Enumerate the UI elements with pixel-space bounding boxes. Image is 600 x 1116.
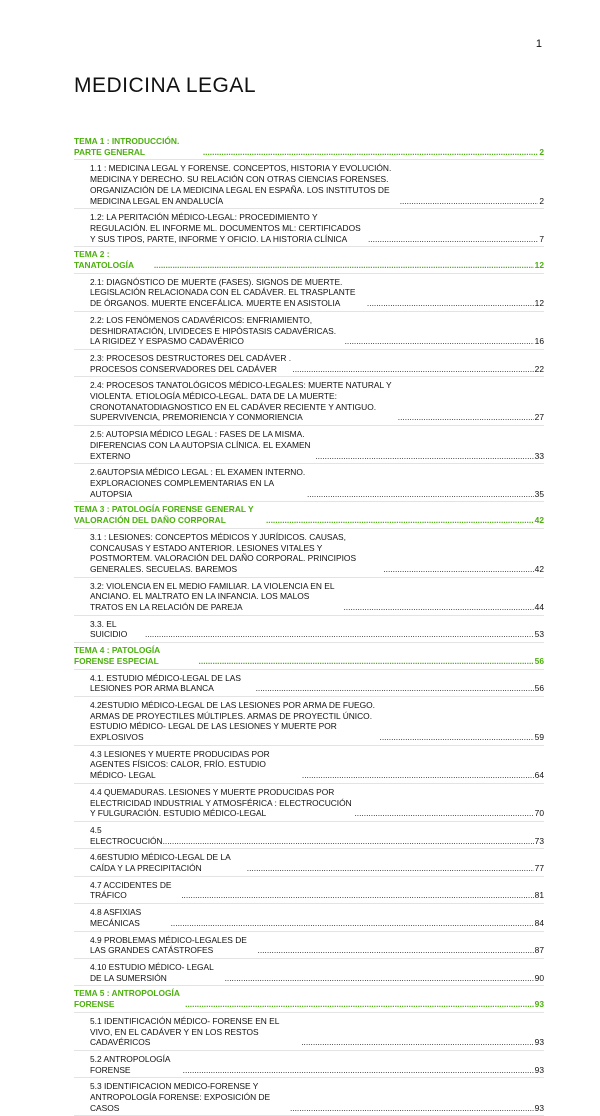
toc-page-number: 73 [534, 835, 544, 846]
toc-entry-text: TEMA 2 : TANATOLOGÍA [74, 249, 135, 271]
toc-entry-text: 5.1 IDENTIFICACIÓN MÉDICO- FORENSE EN EL VIVO, EN EL CADÁVER Y EN LOS RESTOS CADAVÉRICOS [90, 1015, 280, 1048]
toc-page-number: 77 [534, 863, 544, 874]
toc-leader-dots [368, 234, 538, 245]
toc-page-number: 12 [534, 260, 544, 271]
toc-page-number: 93 [534, 1064, 544, 1075]
toc-leader-dots [145, 629, 534, 640]
toc-page-number: 64 [534, 770, 544, 781]
toc-entry-text: TEMA 3 : PATOLOGÍA FORENSE GENERAL Y VALORACIÓN DEL DAÑO CORPORAL [74, 504, 254, 526]
toc-page-number: 35 [534, 488, 544, 499]
toc-entry-text: 2.3: PROCESOS DESTRUCTORES DEL CADÁVER . PROCESOS CONSERVADORES DEL CADÁVER [90, 352, 292, 374]
toc-leader-dots [292, 364, 533, 375]
toc-page-number: 84 [534, 917, 544, 928]
toc-entry-text: 3.1 : LESIONES: CONCEPTOS MÉDICOS Y JURÍDICOS. CAUSAS, CONCAUSAS Y ESTADO ANTERIOR. LESIONES VITALES Y POSTMORTEM. VALORACIÓN DEL DAÑO CORPORAL. PRINCIPIOS GENERALES. SECUELAS. BAREMOS [90, 531, 357, 574]
toc-entry-text: 2.4: PROCESOS TANATOLÓGICOS MÉDICO-LEGALES: MUERTE NATURAL Y VIOLENTA. ETIOLOGÍA MÉDICO-LEGAL. DATA DE LA MUERTE: CRONOTANATODIAGNOSTICO EN EL CADÁVER RECIENTE Y ANTIGUO. SUPERVIVENCIA, PREMORIENCIA Y CONMORIENCIA [90, 380, 392, 423]
toc-entry-text: 4.1. ESTUDIO MÉDICO-LEGAL DE LAS LESIONES POR ARMA BLANCA [90, 672, 241, 694]
toc-subtopic-entry[interactable] [74, 350, 544, 377]
toc-entry-text: 1.1 : MEDICINA LEGAL Y FORENSE. CONCEPTOS, HISTORIA Y EVOLUCIÓN. MEDICINA Y DERECHO. SU RELACIÓN CON OTRAS CIENCIAS FORENSES. ORGANIZACIÓN DE LA MEDICINA LEGAL EN ESPAÑA. LOS INSTITUTOS DE MEDICINA LEGAL EN ANDALUCÍA [90, 163, 392, 206]
toc-page-number: 93 [534, 1102, 544, 1113]
toc-subtopic-entry[interactable] [74, 849, 544, 876]
toc-leader-dots [315, 451, 533, 462]
toc-leader-dots [301, 1037, 533, 1048]
toc-subtopic-entry[interactable] [74, 959, 544, 986]
toc-subtopic-entry[interactable] [74, 529, 544, 578]
toc-leader-dots [247, 863, 534, 874]
toc-page-number: 12 [534, 298, 544, 309]
toc-page-number: 27 [534, 412, 544, 423]
page-number: 1 [535, 38, 542, 50]
toc-page-number: 7 [539, 233, 544, 244]
toc-leader-dots [367, 298, 534, 309]
toc-page-number: 70 [534, 808, 544, 819]
toc-leader-dots [258, 945, 534, 956]
toc-leader-dots [185, 999, 534, 1010]
toc-subtopic-entry[interactable] [74, 426, 544, 464]
toc-page-number: 59 [534, 732, 544, 743]
toc-page-number: 16 [534, 336, 544, 347]
document-title: MEDICINA LEGAL [74, 74, 257, 97]
toc-entry-text: 2.5: AUTOPSIA MÉDICO LEGAL : FASES DE LA MISMA. DIFERENCIAS CON LA AUTOPSIA CLÍNICA. EL EXAMEN EXTERNO [90, 429, 311, 461]
toc-leader-dots [266, 515, 534, 526]
table-of-contents [74, 134, 544, 1116]
toc-entry-text: 2.6AUTOPSIA MÉDICO LEGAL : EL EXAMEN INTERNO. EXPLORACIONES COMPLEMENTARIAS EN LA AUTOPSIA [90, 467, 306, 499]
toc-leader-dots [398, 412, 534, 423]
toc-leader-dots [256, 683, 534, 694]
toc-topic-entry[interactable] [74, 643, 544, 669]
toc-leader-dots [307, 489, 534, 500]
toc-entry-text: 3.3. EL SUICIDIO [90, 618, 128, 640]
toc-page-number: 87 [534, 945, 544, 956]
toc-subtopic-entry[interactable] [74, 746, 544, 784]
toc-page-number: 2 [539, 146, 544, 157]
toc-entry-text: 4.9 PROBLEMAS MÉDICO-LEGALES DE LAS GRANDES CATÁSTROFES [90, 934, 247, 956]
toc-entry-text: 4.5 ELECTROCUCIÓN [90, 824, 163, 846]
toc-topic-entry[interactable] [74, 986, 544, 1012]
toc-leader-dots [383, 564, 533, 575]
toc-entry-text: TEMA 4 : PATOLOGÍA FORENSE ESPECIAL [74, 645, 160, 666]
toc-subtopic-entry[interactable] [74, 877, 544, 904]
toc-leader-dots [345, 336, 534, 347]
toc-subtopic-entry[interactable] [74, 904, 544, 931]
toc-subtopic-entry[interactable] [74, 670, 544, 697]
toc-entry-text: 4.6ESTUDIO MÉDICO-LEGAL DE LA CAÍDA Y LA PRECIPITACIÓN [90, 852, 231, 874]
toc-leader-dots [343, 602, 533, 613]
toc-subtopic-entry[interactable] [74, 377, 544, 426]
toc-leader-dots [154, 260, 534, 271]
toc-subtopic-entry[interactable] [74, 784, 544, 822]
toc-entry-text: 4.8 ASFIXIAS MECÁNICAS [90, 907, 142, 928]
toc-entry-text: 2.1: DIAGNÓSTICO DE MUERTE (FASES). SIGNOS DE MUERTE. LEGISLACIÓN RELACIONADA CON EL CADÁVER. EL TRASPLANTE DE ÓRGANOS. MUERTE ENCEFÁLICA. MUERTE EN ASISTOLIA [90, 276, 356, 309]
toc-page-number: 42 [534, 563, 544, 574]
toc-leader-dots [290, 1103, 534, 1114]
toc-page-number: 2 [539, 195, 544, 206]
toc-leader-dots [225, 973, 534, 984]
toc-entry-text: TEMA 1 : INTRODUCCIÓN. PARTE GENERAL [74, 136, 180, 157]
toc-entry-text: 3.2: VIOLENCIA EN EL MEDIO FAMILIAR. LA VIOLENCIA EN EL ANCIANO. EL MALTRATO EN LA INFANCIA. LOS MALOS TRATOS EN LA RELACIÓN DE PAREJA [90, 580, 335, 613]
toc-entry-text: 5.3 IDENTIFICACION MEDICO-FORENSE Y ANTROPOLOGÍA FORENSE: EXPOSICIÓN DE CASOS [90, 1081, 271, 1113]
toc-topic-entry[interactable] [74, 247, 544, 273]
toc-entry-text: 4.7 ACCIDENTES DE TRÁFICO [90, 879, 172, 901]
toc-leader-dots [302, 770, 534, 781]
toc-subtopic-entry[interactable] [74, 1051, 544, 1078]
toc-page-number: 44 [534, 602, 544, 613]
toc-subtopic-entry[interactable] [74, 464, 544, 502]
toc-leader-dots [181, 890, 533, 901]
toc-subtopic-entry[interactable] [74, 209, 544, 247]
toc-entry-text: 1.2: LA PERITACIÓN MÉDICO-LEGAL: PROCEDIMIENTO Y REGULACIÓN. EL INFORME ML. DOCUMENTOS ML: CERTIFICADOS Y SUS TIPOS, PARTE, INFORME Y OFICIO. LA HISTORIA CLÍNICA [90, 212, 361, 244]
toc-page-number: 22 [534, 363, 544, 374]
toc-entry-text: 4.4 QUEMADURAS. LESIONES Y MUERTE PRODUCIDAS POR ELECTRICIDAD INDUSTRIAL Y ATMOSFÉRICA : ELECTROCUCIÓN Y FULGURACIÓN. ESTUDIO MÉDICO-LEGAL [90, 786, 352, 819]
toc-leader-dots [380, 732, 534, 743]
toc-topic-entry[interactable] [74, 502, 544, 528]
toc-entry-text: 4.3 LESIONES Y MUERTE PRODUCIDAS POR AGENTES FÍSICOS: CALOR, FRÍO. ESTUDIO MÉDICO- LEGAL [90, 748, 270, 781]
toc-page-number: 53 [534, 629, 544, 640]
toc-leader-dots [354, 808, 533, 819]
toc-leader-dots [400, 196, 539, 207]
toc-topic-entry[interactable] [74, 134, 544, 160]
toc-page-number: 93 [534, 1037, 544, 1048]
toc-leader-dots [171, 918, 534, 929]
toc-page-number: 90 [534, 972, 544, 983]
toc-entry-text: 5.2 ANTROPOLOGÍA FORENSE [90, 1053, 171, 1075]
toc-page-number: 42 [534, 515, 544, 526]
toc-entry-text: TEMA 5 : ANTROPOLOGÍA FORENSE [74, 988, 180, 1010]
toc-entry-text: 4.2ESTUDIO MÉDICO-LEGAL DE LAS LESIONES POR ARMA DE FUEGO. ARMAS DE PROYECTILES MÚLTIPLES. ARMAS DE PROYECTIL ÚNICO. ESTUDIO MÉDICO- LEGAL DE LAS LESIONES Y MUERTE POR EXPLOSIVOS [90, 699, 375, 743]
toc-page-number: 93 [534, 999, 544, 1010]
toc-subtopic-entry[interactable] [74, 578, 544, 616]
toc-subtopic-entry[interactable] [74, 697, 544, 746]
toc-entry-text: 4.10 ESTUDIO MÉDICO- LEGAL DE LA SUMERSIÓN [90, 962, 214, 983]
toc-subtopic-entry[interactable] [74, 616, 544, 643]
toc-leader-dots [199, 656, 534, 667]
toc-subtopic-entry[interactable] [74, 1013, 544, 1051]
toc-subtopic-entry[interactable] [74, 932, 544, 959]
toc-page-number: 56 [534, 683, 544, 694]
toc-leader-dots [183, 1065, 534, 1076]
toc-page-number: 56 [534, 655, 544, 666]
toc-entry-text: 2.2: LOS FENÓMENOS CADAVÉRICOS: ENFRIAMIENTO, DESHIDRATACIÓN, LIVIDECES E HIPÓSTASIS CADAVÉRICAS. LA RIGIDEZ Y ESPASMO CADAVÉRICO [90, 314, 337, 347]
toc-subtopic-entry[interactable] [74, 1078, 544, 1116]
toc-subtopic-entry[interactable] [74, 160, 544, 209]
toc-page-number: 33 [534, 450, 544, 461]
toc-subtopic-entry[interactable] [74, 274, 544, 312]
toc-leader-dots [163, 836, 534, 847]
toc-subtopic-entry[interactable] [74, 822, 544, 849]
toc-subtopic-entry[interactable] [74, 312, 544, 350]
toc-leader-dots [203, 147, 539, 158]
toc-page-number: 81 [534, 890, 544, 901]
